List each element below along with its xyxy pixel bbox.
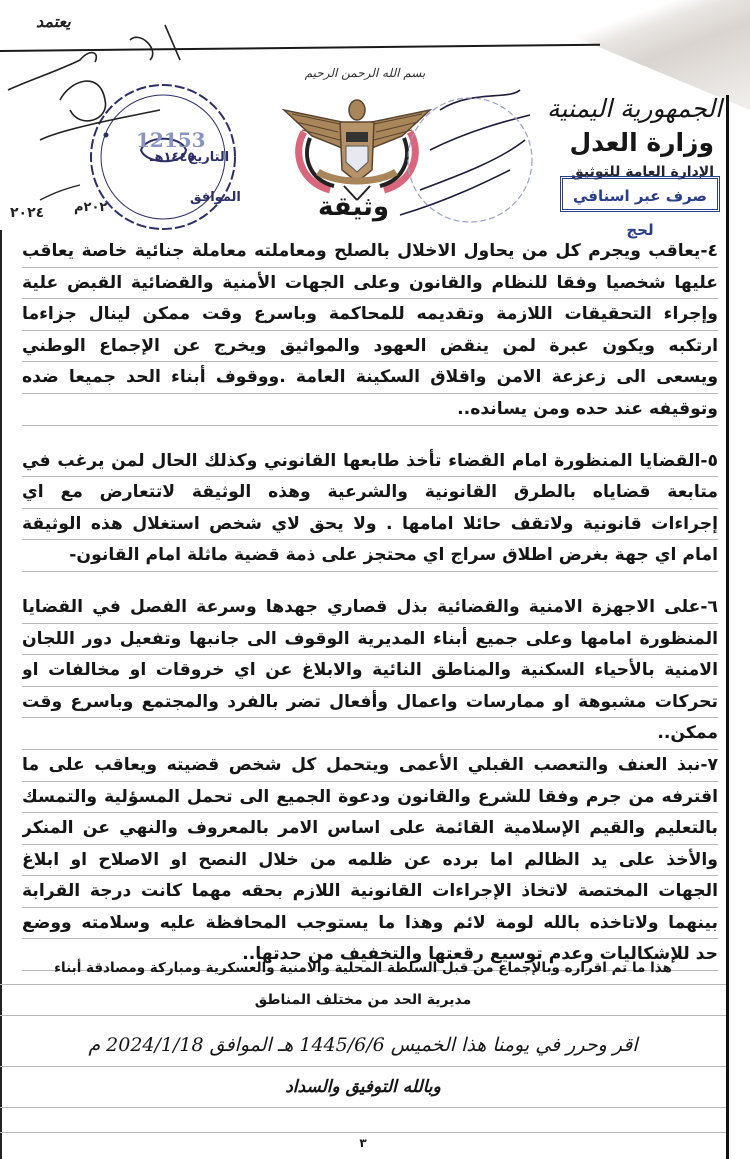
clause-6 xyxy=(22,592,718,750)
basmala: بسم الله الرحمن الرحيم xyxy=(304,66,426,80)
text-line: وإجراء التحقيقات اللازمة وتقديمه للمحاكمة وباسرع وقت ممكن لينال جزاءما xyxy=(22,299,718,331)
text-line: ويسعى الى زعزعة الامن واقلاق السكينة العامة .ووقوف أبناء الحد جميعا ضده xyxy=(22,362,718,394)
stamp-gregorian-date: ٢٠٢م xyxy=(74,200,108,215)
text-line: الامنية بالأحياء السكنية والمناطق النائية والابلاغ عن اي خروقات او مخالفات او xyxy=(22,655,718,687)
republic-name: الجمهورية اليمنية xyxy=(546,94,722,123)
page-number: ٣ xyxy=(359,1136,367,1150)
approval-statement-district: مديرية الحد من مختلف المناطق xyxy=(0,985,726,1016)
document-footer xyxy=(0,952,726,1133)
clause-5 xyxy=(22,446,718,572)
text-line: اقترفه من جرم وفقا للشرع والقانون ودعوة الجميع الى تحمل المسؤلية والتمسك xyxy=(22,782,718,814)
text-line: المنظورة امامها وعلى جميع أبناء المديرية الوقوف الى جانبها وتفعيل دور اللجان xyxy=(22,624,718,656)
text-line: عليها شخصيا وفقا للنظام والقانون وعلى الجهات الأمنية والقضائية القبض علية xyxy=(22,268,718,300)
stamp-hijri-date: ١٤٤٥هـ xyxy=(150,150,196,165)
handwritten-date: ٢٠٢٤ xyxy=(10,205,45,221)
text-line: ٧-نبذ العنف والتعصب القبلي الأعمى ويتحمل كل شخص قضيته ويعاقب على ما xyxy=(22,750,718,782)
stamp-number: 12153 xyxy=(136,128,206,152)
document-body xyxy=(22,236,718,971)
text-line: ارتكبه ويكون عبرة لمن ينقض العهود والمواثيق ويخرج عن الإجماع الوطني xyxy=(22,331,718,363)
handwritten-approval: يعتمد xyxy=(36,12,71,31)
text-line: بالتعليم والقيم الإسلامية القائمة على اساس الامر بالمعروف والنهي عن المنكر xyxy=(22,813,718,845)
text-line: امام اي جهة بغرض اطلاق سراج اي محتجز على ذمة قضية ماثلة امام القانون- xyxy=(22,540,718,572)
clause-7 xyxy=(22,750,718,971)
text-line: حد للإشكاليات وعدم توسيع رقعتها والتخفيف من حدتها.. xyxy=(22,939,718,971)
text-line: ٥-القضايا المنظورة امام القضاء تأخذ طابعها القانوني وكذلك الحال لمن يرغب في xyxy=(22,446,718,478)
text-line: متابعة قضاياه بالطرق القانونية والشرعية وهذه الوثيقة لاتتعارض مع اي xyxy=(22,477,718,509)
text-line: ٦-على الاجهزة الامنية والقضائية بذل قصاري جهدها وسرعة الفصل في القضايا xyxy=(22,592,718,624)
stamp-date-label: التاريخ xyxy=(188,150,230,165)
letterhead xyxy=(0,0,750,239)
clause-4 xyxy=(22,236,718,426)
page-border-right xyxy=(726,95,729,1159)
text-line: والأخذ على يد الظالم اما برده عن ظلمه من خلال النصح او الاصلاح او ابلاغ xyxy=(22,845,718,877)
ministry-name: وزارة العدل xyxy=(569,128,714,157)
approval-statement: هذا ما تم اقراره وبالإجماع من قبل السلطة المحلية والامنية والعسكرية ومباركة ومصادقة أبناء xyxy=(0,952,726,985)
document-title: وثيقة xyxy=(318,192,390,222)
administration-name: الإدارة العامة للتوثيق xyxy=(571,164,714,180)
text-line: بينهما ولاتاخذه بالله لومة لائم وهذا ما يستوجب المحافظة عليه وسلامته ووضع xyxy=(22,908,718,940)
text-line: وتوقيفه عند حده ومن يسانده.. xyxy=(22,394,718,426)
closing-phrase: وبالله التوفيق والسداد xyxy=(0,1067,726,1108)
stamp-gregorian-label: الموافق xyxy=(190,190,241,205)
text-line: الجهات المختصة لاتخاذ الإجراءات القانونية اللازم بحقه مهما كانت درجة القرابة xyxy=(22,876,718,908)
rectangular-stamp: صرف عبر اسنافي لحج xyxy=(560,176,720,212)
text-line: إجراءات قانونية ولاتقف حائلا امامها . ولا يحق لاي شخص استغلال هذه الوثيقة xyxy=(22,509,718,541)
text-line: ٤-يعاقب ويجرم كل من يحاول الاخلال بالصلح ومعاملته معاملة جنائية خاصة يعاقب xyxy=(22,236,718,268)
text-line: ممكن.. xyxy=(22,718,718,750)
signing-date: اقر وحرر في يومنا هذا الخميس 1445/6/6 هـ الموافق 2024/1/18 م xyxy=(0,1024,726,1067)
text-line: تحركات مشبوهة او ممارسات واعمال وأفعال تضر بالفرد والمجتمع وباسرع وقت xyxy=(22,687,718,719)
yemen-eagle-emblem-icon xyxy=(282,92,432,202)
